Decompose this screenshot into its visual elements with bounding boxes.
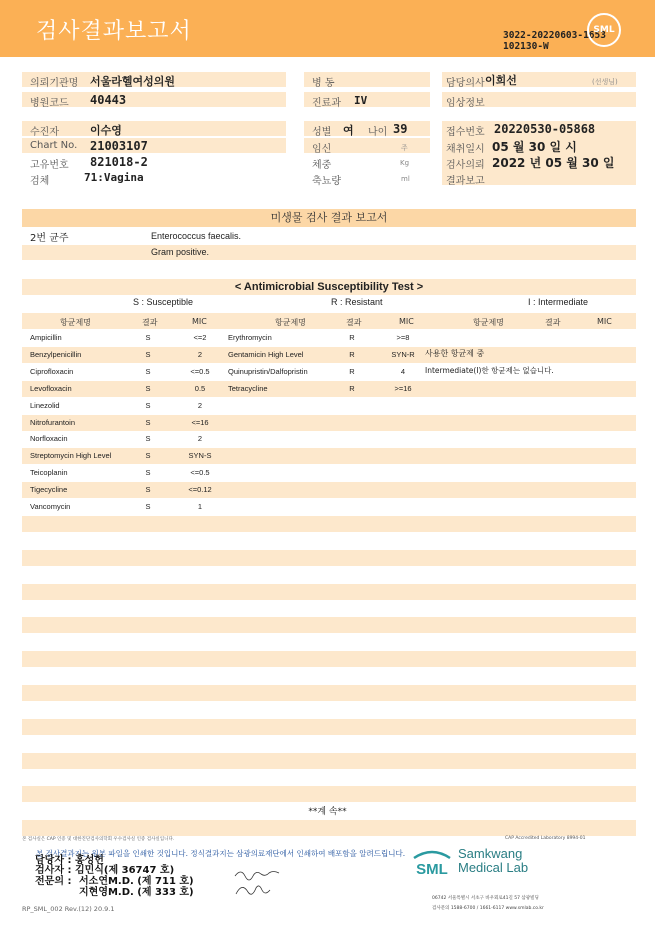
- ast-drug-cell: Quinupristin/Dalfopristin: [228, 366, 308, 376]
- ast-note-line1: 사용한 항균제 중: [425, 349, 485, 358]
- sml-logo-icon: SML: [587, 13, 621, 47]
- ast-result-cell: S: [145, 383, 151, 393]
- svg-text:SML: SML: [416, 861, 448, 878]
- report-label: 결과보고: [446, 176, 485, 187]
- col-drug-1: 항균제명: [60, 318, 91, 327]
- specimen-label: 검체: [30, 176, 50, 187]
- receipt-label: 접수번호: [446, 127, 485, 138]
- ast-drug-cell: Tetracycline: [228, 383, 268, 393]
- sex-label: 성별: [312, 127, 332, 138]
- legend-resistant: R : Resistant: [331, 297, 383, 307]
- col-mic-3: MIC: [597, 317, 612, 326]
- organism-name: Enterococcus faecalis.: [151, 231, 242, 241]
- ast-mic-cell: <=0.5: [190, 468, 210, 478]
- weight-label: 체중: [312, 160, 332, 171]
- ast-mic-cell: <=0.12: [188, 485, 212, 495]
- accreditation-text: 본 검사실은 CAP 인증 및 대한진단검사의학회 우수검사실 인증 검사실입니다.: [22, 837, 175, 842]
- ast-result-cell: S: [145, 333, 151, 342]
- age-value: 39: [393, 122, 408, 136]
- document-id-line1: 3022-20220603-1653: [503, 30, 606, 41]
- tester-line: 검사자 : 김민식(제 36747 호): [35, 865, 175, 876]
- ast-mic-cell: >=16: [394, 383, 412, 393]
- chart-label: Chart No.: [30, 140, 78, 151]
- col-result-1: 결과: [142, 318, 158, 327]
- ast-drug-cell: Nitrofurantoin: [30, 417, 76, 427]
- table-row-stripe: [22, 753, 636, 769]
- table-row-stripe: [22, 719, 636, 735]
- table-row-stripe: [22, 448, 636, 464]
- ast-drug-cell: Norfloxacin: [30, 434, 68, 444]
- form-code: RP_SML_002 Rev.(12) 20.9.1: [22, 905, 115, 913]
- ast-result-cell: S: [145, 502, 151, 511]
- dept-label: 진료과: [312, 98, 341, 109]
- footer-stripe: [22, 820, 636, 836]
- ast-mic-cell: <=0.5: [190, 366, 210, 376]
- table-row-stripe: [22, 550, 636, 566]
- ast-drug-cell: Streptomycin High Level: [30, 451, 112, 461]
- ast-drug-cell: Ampicillin: [30, 333, 62, 342]
- ast-drug-cell: Benzylpenicillin: [30, 349, 82, 359]
- age-label: 나이: [368, 127, 388, 138]
- ast-result-cell: S: [145, 400, 151, 410]
- hospital-code-label: 병원코드: [30, 98, 69, 109]
- ast-result-cell: S: [145, 468, 151, 478]
- specimen-value: 71:Vagina: [84, 171, 144, 184]
- unique-value: 821018-2: [90, 155, 148, 169]
- ast-result-cell: S: [145, 485, 151, 495]
- ast-mic-cell: 2: [197, 434, 203, 444]
- report-header: [0, 0, 655, 57]
- ast-drug-cell: Levofloxacin: [30, 383, 72, 393]
- ast-mic-cell: <=16: [191, 417, 209, 427]
- col-result-3: 결과: [545, 318, 561, 327]
- weight-unit: Kg: [400, 159, 410, 167]
- lab-contact: 검사문의 1588-6700 / 1661-6117 www.smlab.co.kr: [432, 906, 544, 911]
- collect-label: 채취일시: [446, 144, 485, 155]
- cap-text: CAP Accredited Laboratory 8994-01: [505, 836, 586, 841]
- ast-column-header-row: [22, 313, 636, 329]
- col-mic-2: MIC: [399, 317, 414, 326]
- ast-mic-cell: 0.5: [194, 383, 206, 393]
- ast-mic-cell: 2: [197, 400, 203, 410]
- doctor-label: 담당의사: [446, 78, 485, 89]
- gram-row: [22, 245, 636, 260]
- doctor-value: 이희선: [485, 74, 517, 87]
- ward-label: 병 동: [312, 78, 335, 89]
- ast-note-line2: Intermediate(I)한 항균제는 없습니다.: [425, 366, 554, 375]
- micro-section-title: 미생물 검사 결과 보고서: [22, 209, 636, 227]
- ast-result-cell: R: [349, 349, 355, 359]
- ast-drug-cell: Teicoplanin: [30, 468, 68, 478]
- institution-label: 의뢰기관명: [30, 78, 79, 89]
- doctor-suffix: (선생님): [592, 78, 618, 86]
- ast-drug-cell: Linezolid: [30, 400, 60, 410]
- collect-value: 05 월 30 일 시: [492, 140, 577, 154]
- document-id-line2: 102130-W: [503, 41, 549, 52]
- table-row-stripe: [22, 617, 636, 633]
- table-row-stripe: [22, 584, 636, 600]
- urine-label: 축뇨량: [312, 176, 341, 187]
- ast-result-cell: R: [349, 383, 355, 393]
- table-row-stripe: [22, 786, 636, 802]
- ast-drug-cell: Ciprofloxacin: [30, 366, 74, 376]
- specialist-label: 전문의 :: [35, 876, 72, 887]
- ast-title: < Antimicrobial Susceptibility Test >: [22, 279, 636, 295]
- table-row-stripe: [22, 381, 636, 397]
- ast-result-cell: R: [349, 366, 355, 376]
- signature-image: [232, 866, 284, 900]
- continued-marker: **계 속**: [308, 807, 347, 817]
- ast-mic-cell: SYN-S: [188, 451, 212, 461]
- samkwang-logo-icon: [410, 850, 454, 878]
- lab-name-line1: Samkwang: [458, 846, 523, 861]
- table-row-stripe: [22, 482, 636, 498]
- institution-value: 서울라헬여성의원: [90, 75, 176, 88]
- ast-drug-cell: Vancomycin: [30, 502, 71, 511]
- col-drug-3: 항균제명: [473, 318, 504, 327]
- name-label: 수진자: [30, 127, 59, 138]
- ast-result-cell: S: [145, 417, 151, 427]
- col-mic-1: MIC: [192, 317, 207, 326]
- ast-result-cell: S: [145, 349, 151, 359]
- legend-intermediate: I : Intermediate: [528, 297, 589, 307]
- lab-name: [458, 847, 528, 875]
- name-row: [22, 121, 286, 136]
- ast-result-cell: R: [349, 333, 355, 342]
- clinical-info-label: 임상정보: [446, 98, 485, 109]
- ast-result-cell: S: [145, 434, 151, 444]
- col-drug-2: 항균제명: [275, 318, 306, 327]
- lab-name-line2: Medical Lab: [458, 860, 529, 875]
- name-value: 이수영: [90, 124, 122, 137]
- table-row-stripe: [22, 685, 636, 701]
- chart-value: 21003107: [90, 139, 148, 153]
- dept-value: IV: [354, 94, 368, 107]
- ast-result-cell: S: [145, 451, 151, 461]
- table-row-stripe: [22, 347, 636, 363]
- lab-address: 06742 서울특별시 서초구 바우뫼로41길 57 삼광빌딩: [432, 896, 539, 901]
- unique-label: 고유번호: [30, 160, 69, 171]
- isolate-row: [22, 228, 636, 243]
- ast-result-cell: S: [145, 366, 151, 376]
- pregnancy-label: 임신: [312, 144, 332, 155]
- manager-line: 담당자 : 홍성헌: [35, 855, 104, 866]
- table-row-stripe: [22, 415, 636, 431]
- ast-drug-cell: Tigecycline: [30, 485, 68, 495]
- urine-unit: ml: [401, 175, 410, 183]
- ast-drug-cell: Erythromycin: [228, 333, 272, 342]
- request-label: 검사의뢰: [446, 160, 485, 171]
- hospital-code-value: 40443: [90, 93, 127, 107]
- ast-mic-cell: 4: [400, 366, 406, 376]
- ast-mic-cell: 1: [197, 502, 203, 511]
- legend-susceptible: S : Susceptible: [133, 297, 194, 307]
- ast-mic-cell: SYN-R: [391, 349, 415, 359]
- ast-mic-cell: <=2: [193, 333, 207, 342]
- ast-drug-cell: Gentamicin High Level: [228, 349, 304, 359]
- printout-notice: 본 검사결과지는 원본 파일을 인쇄한 것입니다. 정식결과지는 삼광의료재단에서 인쇄하여 배포함을 알려드립니다.: [36, 849, 406, 858]
- ast-mic-cell: 2: [197, 349, 203, 359]
- report-title: 검사결과보고서: [36, 19, 192, 44]
- isolate-label: 2번 균주: [30, 233, 69, 244]
- table-row-stripe: [22, 516, 636, 532]
- request-value: 2022 년 05 월 30 일: [492, 156, 615, 170]
- gram-stain: Gram positive.: [151, 247, 210, 257]
- ast-mic-cell: >=8: [396, 333, 410, 342]
- specialist-2: 지현영M.D. (제 333 호): [79, 887, 194, 898]
- table-row-stripe: [22, 651, 636, 667]
- specialist-1: 서소연M.D. (제 711 호): [79, 876, 194, 887]
- col-result-2: 결과: [346, 318, 362, 327]
- pregnancy-unit: 주: [401, 144, 408, 152]
- receipt-value: 20220530-05868: [494, 122, 596, 136]
- sex-value: 여: [343, 124, 354, 137]
